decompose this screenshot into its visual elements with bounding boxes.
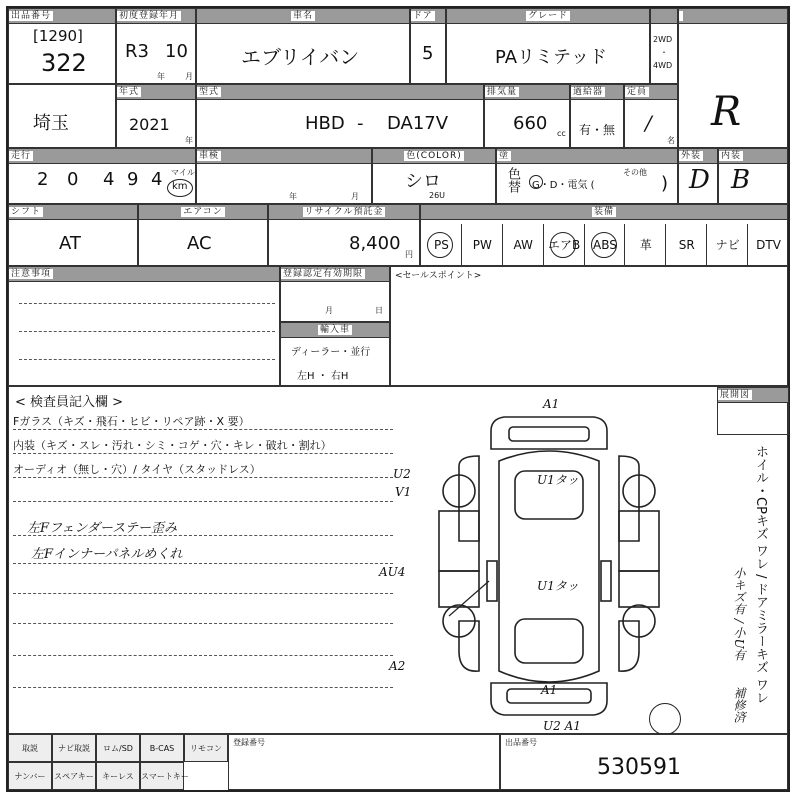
option-8: DTV: [747, 224, 789, 266]
doors-value: 5: [422, 43, 434, 64]
option-2: AW: [502, 224, 544, 266]
score-cell: [678, 8, 788, 148]
inner-header: 内装: [721, 151, 742, 161]
equipment-header: 装備: [593, 207, 614, 217]
model-year-unit: 年: [185, 136, 193, 145]
points-cell: [8, 266, 280, 386]
chassis-dash: -: [357, 113, 364, 134]
chassis-code: DA17V: [387, 113, 449, 134]
color-header: 色(COLOR): [406, 151, 462, 161]
lot-bracket: [1290]: [33, 27, 83, 45]
displacement-unit: cc: [557, 129, 566, 138]
aircon-value: AC: [187, 233, 212, 254]
diagram-header: [717, 387, 789, 435]
car-diagram: [419, 401, 709, 731]
aircon-header: エアコン: [183, 207, 223, 217]
reg-no-label: 登録番号: [233, 738, 265, 747]
dealer-option: ディーラー・並行: [291, 347, 371, 358]
inspector-area: [8, 386, 788, 734]
turbo-value: 有・無: [579, 123, 616, 137]
mileage-d2: 0: [67, 169, 79, 190]
outer-header: 外装: [681, 151, 702, 161]
chassis-cell: [196, 84, 484, 148]
blank-circle: [649, 703, 681, 735]
year-unit: 年: [157, 72, 165, 81]
inspection-cell: [196, 148, 372, 204]
grade-value: PAリミテッド: [495, 47, 608, 68]
shift-value: AT: [59, 233, 81, 254]
origin-header: 登録認定有効期限: [283, 269, 364, 279]
lot-number: 322: [41, 49, 87, 77]
mileage-mile: マイル: [171, 168, 195, 177]
displacement-cell: [484, 84, 570, 148]
bottom-bottom-cell-1: スペアキー: [52, 762, 96, 790]
car-name: エブリイバン: [241, 45, 360, 69]
bottom-bottom-cell-0: ナンバー: [8, 762, 52, 790]
mark-left-upper-2: V1: [395, 485, 412, 499]
lot-header: 出品番号: [11, 11, 52, 21]
option-circle-3: [550, 232, 576, 258]
doors-cell: [410, 8, 446, 84]
color-cell: [372, 148, 496, 204]
mark-left-upper-1: U2: [393, 467, 411, 481]
fixed-header: 定員: [627, 87, 648, 97]
bottom-top-cell-1: ナビ取説: [52, 734, 96, 762]
option-5: 革: [624, 224, 666, 266]
mileage-cell: [8, 148, 196, 204]
recycle-header: リサイクル預託金: [304, 207, 384, 217]
outer-score: D: [689, 165, 710, 195]
score-mark: R: [711, 89, 742, 135]
model-year: 2021: [129, 115, 170, 134]
inspector-line-1: Fガラス（キズ・飛石・ヒビ・リペア跡・X 要）: [13, 415, 250, 428]
inspection-month: 月: [351, 192, 359, 201]
displacement: 660: [513, 113, 548, 134]
displacement-header: 排気量: [487, 87, 518, 97]
option-3: エアB: [543, 224, 585, 266]
chassis-prefix: HBD: [305, 113, 345, 134]
color-name: シロ: [405, 171, 441, 192]
mark-center: U1タッ: [537, 579, 579, 593]
side-note-1: ホイル・CPキズ ワレ / ドアミラーキズ ワレ: [753, 445, 768, 704]
recycle-cell: [268, 204, 420, 266]
mileage-km: km: [172, 181, 188, 192]
car-name-header: 車名: [292, 11, 313, 21]
note-2: 左Fインナーパネルめくれ: [31, 547, 183, 562]
mileage-d3: 4: [103, 169, 115, 190]
turbo-cell: [570, 84, 624, 148]
bottom-bottom-cell-3: スマートキー: [140, 762, 184, 790]
id-value: 530591: [597, 755, 681, 780]
mark-left-low: A2: [389, 659, 406, 673]
fixed-mark: /: [645, 111, 652, 135]
origin-month: 月: [325, 306, 333, 315]
sales-point-cell: [390, 266, 788, 386]
option-circle-4: [591, 232, 617, 258]
points-header: 注意事項: [11, 269, 52, 279]
bottom-top-cell-2: ロム/SD: [96, 734, 140, 762]
turbo-header: 過給器: [573, 87, 604, 97]
inner-score-cell: [718, 148, 788, 204]
import-cell: [280, 322, 390, 386]
mark-left-mid: AU4: [379, 565, 406, 579]
first-reg-header: 初度登録年月: [119, 11, 180, 21]
recycle-value: 8,400: [349, 233, 401, 254]
side-note-3: 補修済: [732, 687, 746, 723]
drive-dot: ・: [660, 48, 668, 57]
grade-cell: [446, 8, 650, 84]
inner-score: B: [731, 165, 751, 195]
reg-no-cell: [228, 734, 500, 790]
first-reg-cell: [116, 8, 196, 84]
side-note-2: 小キズ有 / 小U有: [732, 567, 746, 661]
option-0: PS: [420, 224, 462, 266]
score-header: [679, 11, 683, 21]
mileage-d1: 2: [37, 169, 49, 190]
drive-4wd: 4WD: [653, 61, 673, 70]
bottom-top-cell-3: B-CAS: [140, 734, 184, 762]
id-label: 出品番号: [505, 738, 537, 747]
paint-label: 色替: [505, 167, 520, 193]
paint-header: 塗: [499, 151, 510, 161]
steering-option: 左H ・ 右H: [297, 371, 349, 382]
sales-point-header: <セールスポイント>: [395, 271, 482, 281]
bottom-bottom-cell-2: キーレス: [96, 762, 140, 790]
mark-top: A1: [543, 397, 560, 411]
fixed-unit: 名: [667, 136, 675, 145]
chassis-header: 型式: [199, 87, 220, 97]
origin-cell: [280, 266, 390, 322]
paint-other: その他: [623, 168, 647, 177]
note-1: 左Fフェンダーステー歪み: [27, 521, 177, 536]
diagram-header-label: 展開図: [720, 390, 751, 400]
option-7: ナビ: [706, 224, 748, 266]
inspection-year: 年: [289, 192, 297, 201]
fixed-cell: [624, 84, 678, 148]
first-reg-month: 10: [165, 41, 188, 62]
mileage-d5: 4: [151, 169, 163, 190]
auction-sheet: [6, 6, 790, 792]
prefecture-cell: [8, 84, 116, 148]
shift-cell: [8, 204, 138, 266]
model-year-cell: [116, 84, 196, 148]
option-6: SR: [665, 224, 707, 266]
color-code: 26U: [429, 191, 446, 200]
month-unit: 月: [185, 72, 193, 81]
drive-cell: [650, 8, 678, 84]
mark-bottom-inner: A1: [541, 683, 558, 697]
inspector-line-2: 内装（キズ・スレ・汚れ・シミ・コゲ・穴・キレ・破れ・割れ）: [13, 439, 332, 452]
first-reg-era: R3: [125, 41, 149, 62]
mark-right-upper: U1タッ: [537, 473, 579, 487]
bottom-top-cell-4: リモコン: [184, 734, 228, 762]
doors-header: ドア: [413, 11, 433, 21]
paint-close: ): [661, 173, 669, 194]
model-year-header: 年式: [119, 87, 140, 97]
inspection-header: 車検: [199, 151, 220, 161]
drive-2wd: 2WD: [653, 35, 673, 44]
option-4: ABS: [584, 224, 626, 266]
recycle-unit: 円: [405, 250, 413, 259]
option-1: PW: [461, 224, 503, 266]
car-name-cell: [196, 8, 410, 84]
import-header: 輸入車: [319, 325, 350, 335]
grade-header: グレード: [527, 11, 568, 21]
aircon-cell: [138, 204, 268, 266]
shift-header: シフト: [11, 207, 42, 217]
mark-bottom-outer: U2 A1: [543, 719, 581, 733]
outer-score-cell: [678, 148, 718, 204]
bottom-top-cell-0: 取説: [8, 734, 52, 762]
inspector-line-3: オーディオ（無し・穴）/ タイヤ（スタッドレス）: [13, 463, 261, 476]
id-cell: [500, 734, 788, 790]
lot-cell: [8, 8, 116, 84]
mileage-d4: 9: [127, 169, 139, 190]
origin-day: 日: [375, 306, 383, 315]
prefecture: 埼玉: [33, 113, 69, 134]
inspector-header: < 検査員記入欄 >: [15, 395, 124, 410]
paint-cell: [496, 148, 678, 204]
paint-options: G・D・電気 (: [532, 180, 595, 191]
mileage-header: 走行: [11, 151, 32, 161]
